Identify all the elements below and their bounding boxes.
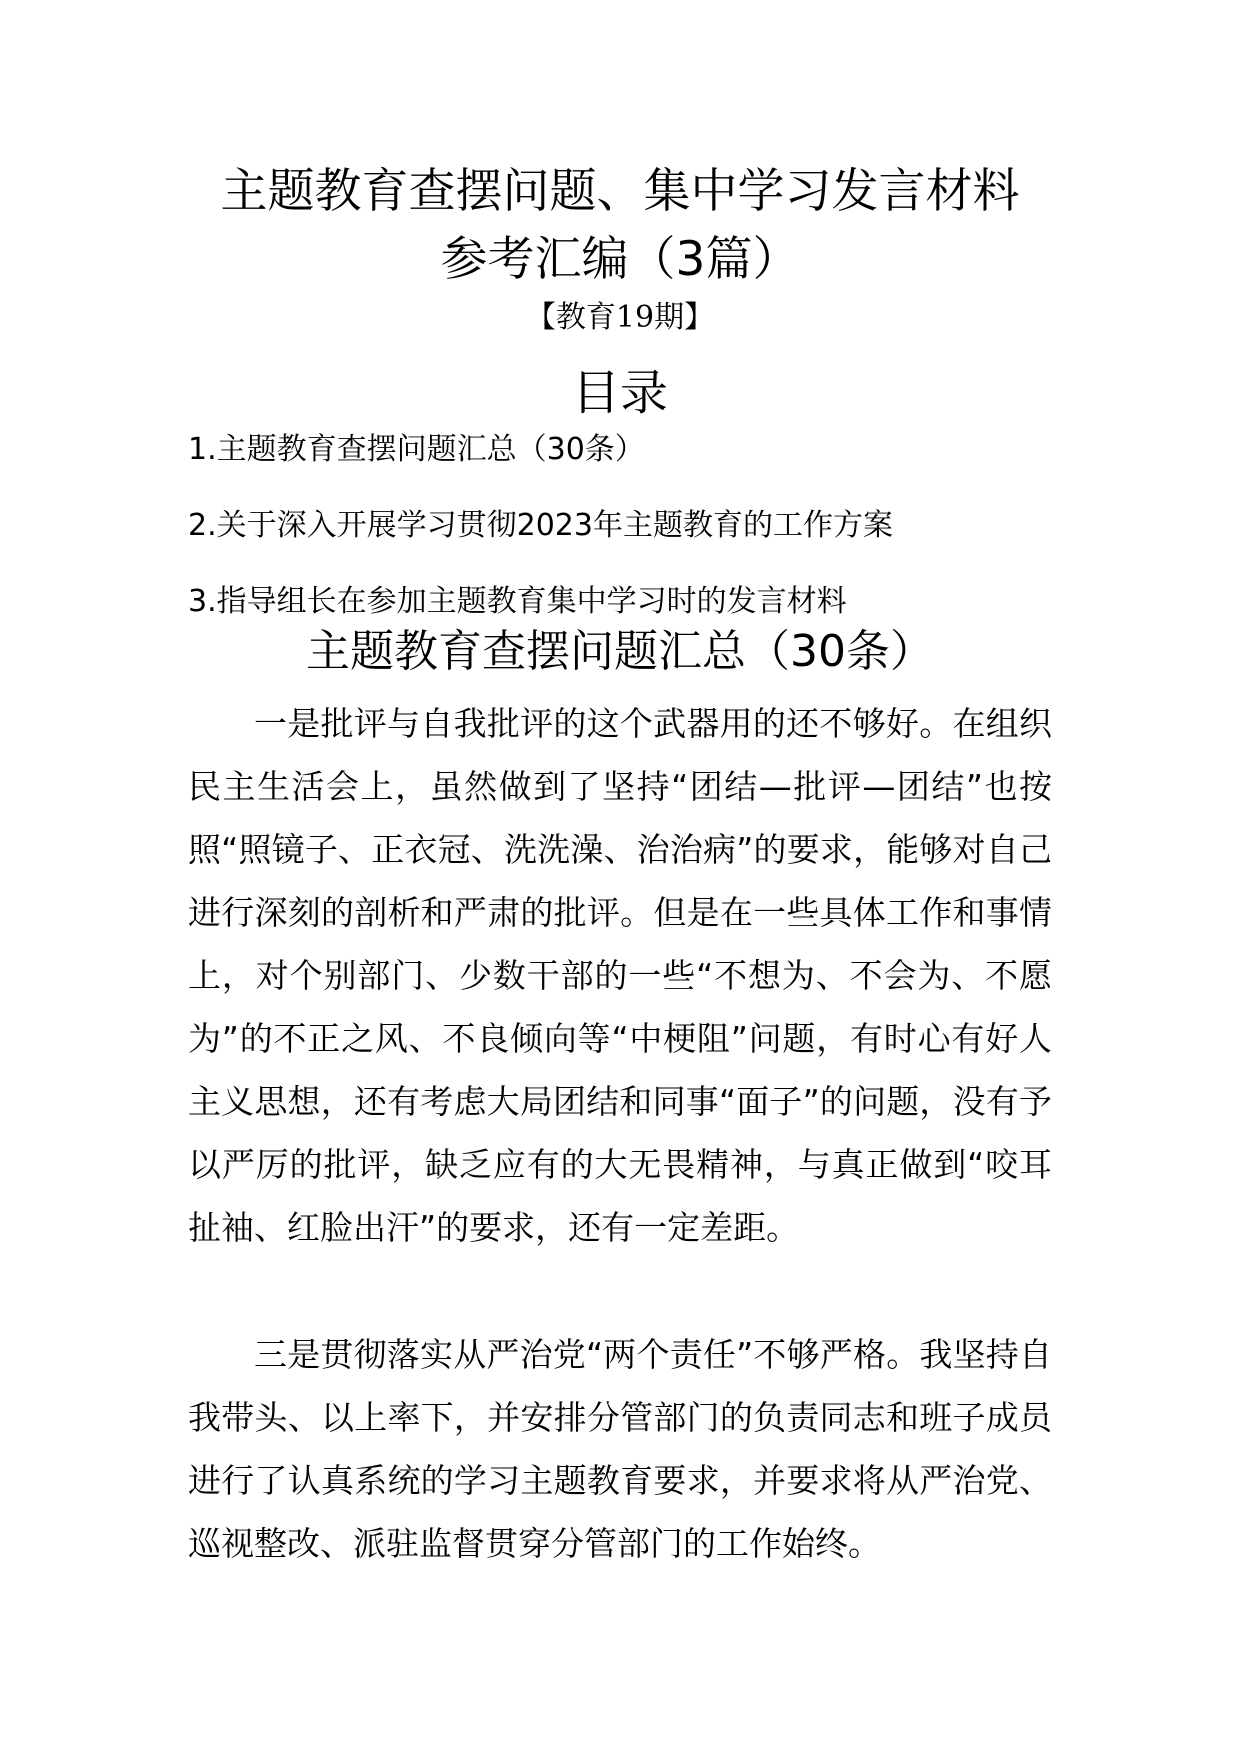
document-title: 主题教育查摆问题、集中学习发言材料参考汇编（3篇） xyxy=(220,164,1020,287)
table-of-contents xyxy=(188,430,893,622)
toc-item: 3.指导组长在参加主题教育集中学习时的发言材料 xyxy=(188,584,847,619)
body-paragraph: 一是批评与自我批评的这个武器用的还不够好。在组织民主生活会上，虽然做到了坚持“团结—批评—团结”也按照“照镜子、正衣冠、洗洗澡、治治病”的要求，能够对自己进行深刻的剖析和严肃的批评。但是在一些具体工作和事情上，对个别部门、少数干部的一些“不想为、不会为、不愿为”的不正之风、不良倾向等“中梗阻”问题，有时心有好人主义思想，还有考虑大局团结和同事“面子”的问题，没有予以严厉的批评，缺乏应有的大无畏精神，与真正做到“咬耳扯袖、红脸出汗”的要求，还有一定差距。 xyxy=(188,704,1052,1247)
toc-heading: 目录 xyxy=(571,365,668,421)
toc-item: 1.主题教育查摆问题汇总（30条） xyxy=(188,432,645,467)
section-title: 主题教育查摆问题汇总（30条） xyxy=(306,626,934,677)
body-paragraph: 三是贯彻落实从严治党“两个责任”不够严格。我坚持自我带头、以上率下，并安排分管部门的负责同志和班子成员进行了认真系统的学习主题教育要求，并要求将从严治党、巡视整改、派驻监督贯穿分管部门的工作始终。 xyxy=(188,1335,1052,1563)
toc-item: 2.关于深入开展学习贯彻2023年主题教育的工作方案 xyxy=(188,508,893,543)
issue-number: 【教育19期】 xyxy=(525,300,715,335)
